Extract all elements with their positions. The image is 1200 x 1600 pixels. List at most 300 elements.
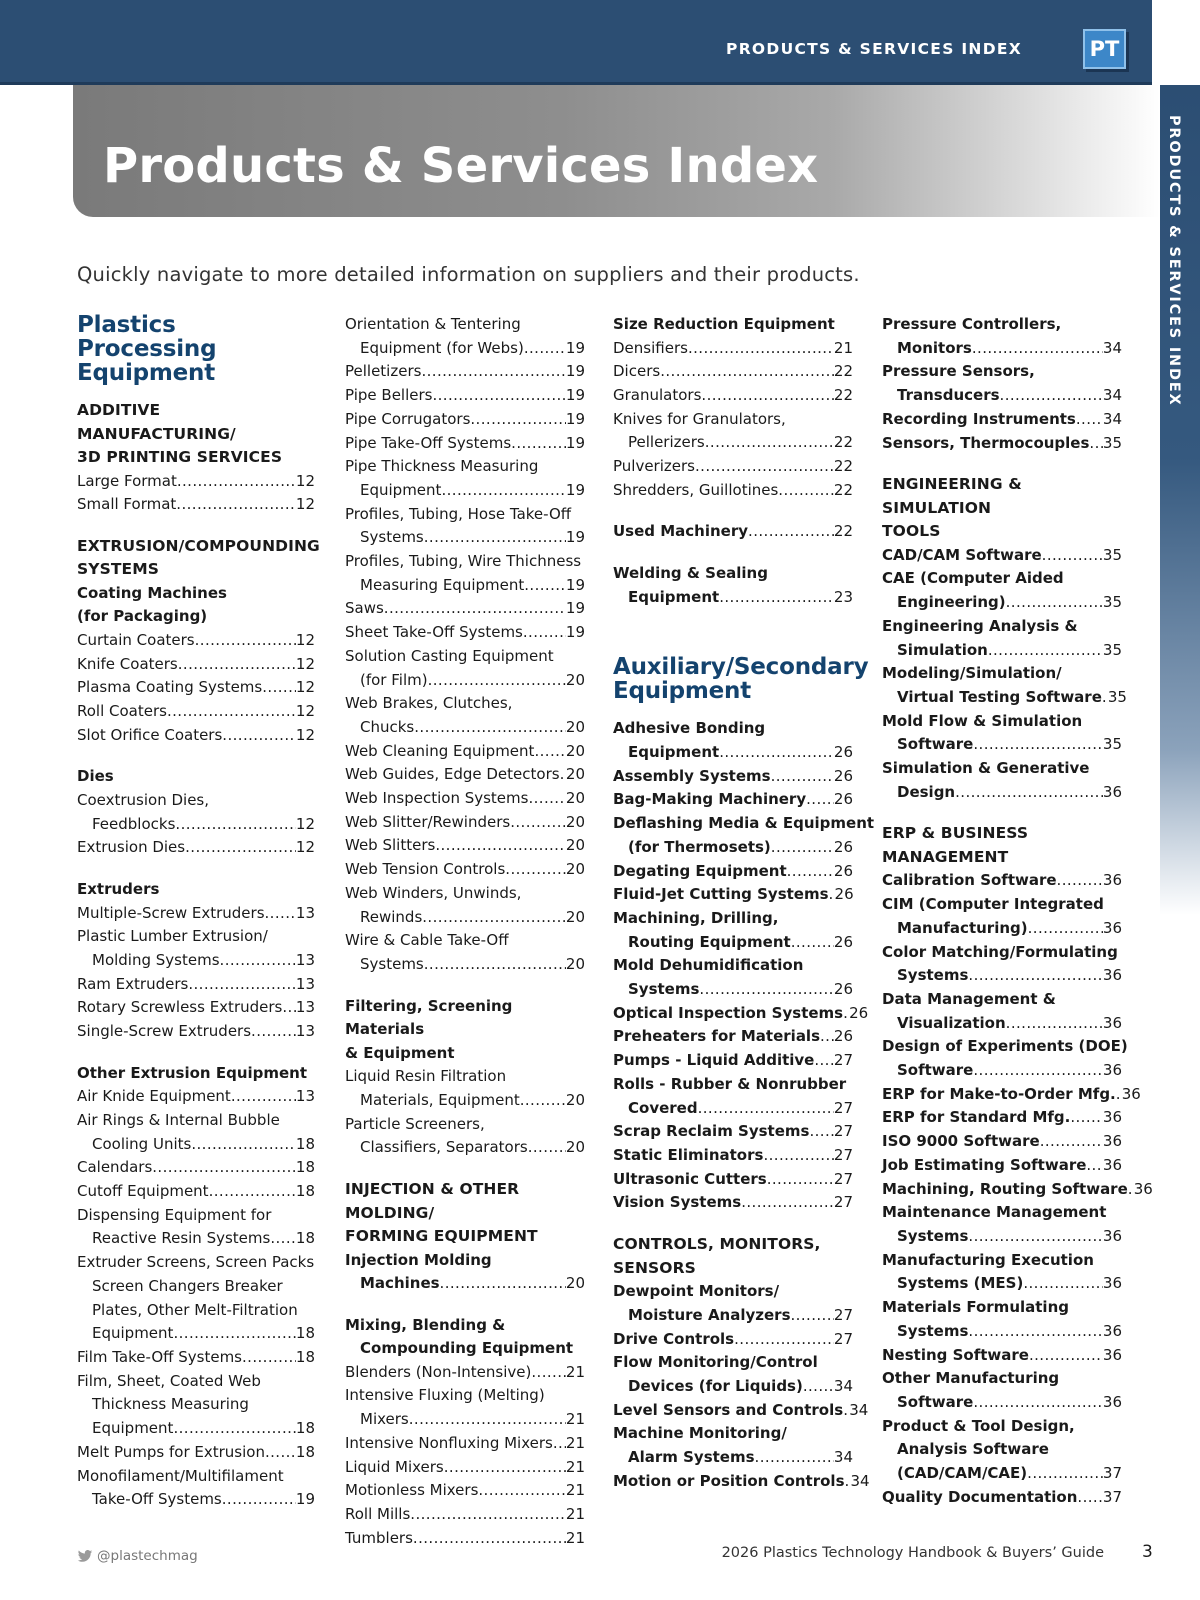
entry-label: Monitors — [897, 338, 972, 357]
index-entry[interactable] — [77, 676, 315, 700]
index-entry[interactable] — [613, 586, 853, 610]
index-entry[interactable] — [77, 1417, 315, 1441]
index-entry[interactable] — [345, 763, 585, 787]
entry-label: Quality Documentation — [882, 1487, 1078, 1506]
entry-page: 26 — [849, 1003, 869, 1022]
index-entry[interactable] — [345, 1432, 585, 1456]
index-entry[interactable] — [613, 883, 853, 907]
entry-label: Equipment — [92, 1324, 174, 1343]
index-entry[interactable] — [345, 811, 585, 835]
entry-label: Engineering) — [897, 593, 1006, 612]
heading-line: Compounding Equipment — [360, 1339, 574, 1358]
index-entry[interactable] — [345, 479, 585, 503]
subheading-injection-molding: Injection Molding — [345, 1250, 492, 1269]
entry-label: Recording Instruments — [882, 409, 1076, 428]
entry-label: Software — [897, 1061, 974, 1080]
index-entry[interactable] — [882, 1106, 1122, 1130]
index-column-3 — [613, 313, 875, 1493]
index-entry[interactable] — [77, 1346, 315, 1370]
entry-label: Air Knide Equipment — [77, 1087, 231, 1106]
index-entry[interactable] — [77, 836, 315, 860]
index-entry[interactable] — [77, 470, 315, 494]
index-entry[interactable] — [345, 621, 585, 645]
index-entry[interactable] — [882, 686, 1127, 710]
heading-line: ENGINEERING & SIMULATION — [882, 475, 1022, 517]
entry-line[interactable]: Web Brakes, Clutches, — [345, 694, 513, 713]
index-entry[interactable] — [882, 1272, 1122, 1296]
entry-line[interactable]: Manufacturing Execution — [882, 1250, 1094, 1269]
entry-line[interactable]: Thickness Measuring — [92, 1395, 249, 1414]
entry-label: Equipment — [628, 743, 720, 762]
entry-line[interactable]: Simulation & Generative — [882, 759, 1090, 778]
index-entry[interactable] — [77, 1488, 315, 1512]
entry-label: ERP for Make-to-Order Mfg. — [882, 1084, 1116, 1103]
entry-line[interactable]: Color Matching/Formulating — [882, 942, 1118, 961]
entry-label: Pipe Corrugators — [345, 409, 471, 428]
entry-label: Sensors, Thermocouples — [882, 433, 1090, 452]
index-entry[interactable] — [345, 669, 585, 693]
entry-line[interactable]: Adhesive Bonding — [613, 719, 766, 738]
entry-line[interactable]: Pipe Thickness Measuring — [345, 457, 539, 476]
entry-label: Shredders, Guillotines — [613, 480, 779, 499]
entry-label: CAD/CAM Software — [882, 545, 1042, 564]
entry-line[interactable]: Mold Flow & Simulation — [882, 711, 1083, 730]
entry-label: Systems — [360, 528, 424, 547]
entry-label: Calendars — [77, 1158, 153, 1177]
footer-social[interactable] — [77, 1548, 198, 1564]
entry-page: 37 — [1102, 1487, 1122, 1506]
entry-label: Systems — [360, 954, 424, 973]
subheading-other-extrusion: Other Extrusion Equipment — [77, 1063, 308, 1082]
entry-label: Web Slitter/Rewinders — [345, 812, 511, 831]
entry-line[interactable]: Screen Changers Breaker — [92, 1276, 283, 1295]
entry-page: 22 — [833, 457, 853, 476]
index-entry[interactable] — [345, 1089, 585, 1113]
index-entry[interactable] — [77, 700, 315, 724]
entry-page: 20 — [565, 812, 585, 831]
entry-line[interactable]: Web Winders, Unwinds, — [345, 883, 522, 902]
entry-page: 12 — [295, 630, 315, 649]
entry-label: (for Film) — [360, 670, 428, 689]
title-banner — [73, 85, 1160, 217]
entry-line[interactable]: Materials Formulating — [882, 1298, 1069, 1317]
intro-text: Quickly navigate to more detailed information on suppliers and their products. — [77, 263, 860, 286]
entry-page: 21 — [565, 1481, 585, 1500]
index-entry[interactable] — [613, 788, 853, 812]
entry-line[interactable]: Liquid Resin Filtration — [345, 1067, 507, 1086]
entry-line[interactable]: Engineering Analysis & — [882, 616, 1078, 635]
heading-extrusion — [77, 535, 320, 582]
index-entry[interactable] — [345, 1408, 585, 1432]
heading-line: 3D PRINTING SERVICES — [77, 448, 283, 466]
index-entry[interactable] — [613, 431, 853, 455]
index-entry[interactable] — [613, 1304, 853, 1328]
index-entry[interactable] — [882, 544, 1122, 568]
entry-line[interactable]: Rolls - Rubber & Nonrubber — [613, 1074, 847, 1093]
entry-page: 18 — [295, 1229, 315, 1248]
entry-label: Assembly Systems — [613, 766, 771, 785]
entry-page: 34 — [833, 1448, 853, 1467]
subheading-filtering — [345, 995, 585, 1066]
index-entry[interactable] — [613, 1025, 853, 1049]
index-entry[interactable] — [77, 1133, 315, 1157]
entry-page: 13 — [295, 950, 315, 969]
entry-page: 27 — [833, 1145, 853, 1164]
index-entry[interactable] — [345, 787, 585, 811]
entry-line[interactable]: Knives for Granulators, — [613, 409, 786, 428]
index-entry[interactable] — [882, 408, 1122, 432]
subheading-coating — [77, 582, 315, 629]
index-entry[interactable] — [77, 813, 315, 837]
entry-label: Pipe Take-Off Systems — [345, 433, 512, 452]
page-number: 3 — [1142, 1542, 1153, 1562]
entry-line[interactable]: Monofilament/Multifilament — [77, 1466, 284, 1485]
entry-label: (for Thermosets) — [628, 837, 771, 856]
entry-label: Systems — [897, 966, 969, 985]
index-entry[interactable] — [613, 337, 853, 361]
index-entry[interactable] — [345, 716, 585, 740]
entry-label: ERP for Standard Mfg. — [882, 1108, 1071, 1127]
index-entry[interactable] — [613, 836, 853, 860]
index-entry[interactable] — [613, 1399, 869, 1423]
entry-line[interactable]: CAE (Computer Aided — [882, 569, 1064, 588]
index-entry[interactable] — [882, 869, 1122, 893]
entry-label: Preheaters for Materials — [613, 1027, 821, 1046]
index-entry[interactable] — [613, 1002, 869, 1026]
entry-page: 35 — [1107, 687, 1127, 706]
index-entry[interactable] — [613, 1144, 853, 1168]
entry-line[interactable]: Air Rings & Internal Bubble — [77, 1110, 280, 1129]
index-entry[interactable] — [613, 931, 853, 955]
index-entry[interactable] — [345, 574, 585, 598]
pt-logo[interactable]: PT — [1083, 29, 1126, 69]
index-entry[interactable] — [613, 1470, 870, 1494]
entry-page: 26 — [833, 861, 853, 880]
entry-label: Static Eliminators — [613, 1145, 764, 1164]
index-entry[interactable] — [882, 1344, 1122, 1368]
entry-label: Drive Controls — [613, 1329, 735, 1348]
index-entry[interactable] — [77, 1441, 315, 1465]
subheading-dies: Dies — [77, 767, 114, 786]
index-entry[interactable] — [345, 1456, 585, 1480]
index-entry[interactable] — [345, 1503, 585, 1527]
entry-label: Web Guides, Edge Detectors — [345, 765, 560, 784]
entry-page: 13 — [295, 1087, 315, 1106]
index-entry[interactable] — [77, 1020, 315, 1044]
entry-line[interactable]: Wire & Cable Take-Off — [345, 931, 509, 950]
index-entry[interactable] — [77, 724, 315, 748]
entry-page: 12 — [295, 495, 315, 514]
entry-line[interactable]: Solution Casting Equipment — [345, 646, 554, 665]
index-entry[interactable] — [882, 1462, 1122, 1486]
entry-page: 12 — [295, 838, 315, 857]
entry-line[interactable]: Extruder Screens, Screen Packs — [77, 1253, 315, 1272]
entry-label: Classifiers, Separators — [360, 1138, 528, 1157]
entry-page: 19 — [295, 1490, 315, 1509]
entry-page: 26 — [833, 932, 853, 951]
entry-label: Sheet Take-Off Systems — [345, 623, 523, 642]
section-title-processing: Plastics Processing Equipment — [77, 312, 217, 386]
entry-line[interactable]: Maintenance Management — [882, 1203, 1107, 1222]
index-entry[interactable] — [613, 1168, 853, 1192]
heading-line: EXTRUSION/COMPOUNDING — [77, 536, 320, 555]
entry-label: Alarm Systems — [628, 1448, 755, 1467]
entry-label: ISO 9000 Software — [882, 1132, 1040, 1151]
index-entry[interactable] — [613, 1375, 853, 1399]
index-entry[interactable] — [882, 1320, 1122, 1344]
index-entry[interactable] — [345, 384, 585, 408]
entry-line[interactable]: Pressure Sensors, — [882, 362, 1035, 381]
index-entry[interactable] — [882, 1059, 1122, 1083]
entry-page: 21 — [565, 1457, 585, 1476]
index-entry[interactable] — [77, 973, 315, 997]
entry-page: 27 — [833, 1305, 853, 1324]
index-entry[interactable] — [77, 1085, 315, 1109]
index-entry[interactable] — [345, 1272, 585, 1296]
entry-page: 21 — [565, 1433, 585, 1452]
entry-page: 19 — [565, 386, 585, 405]
entry-line[interactable]: Flow Monitoring/Control — [613, 1353, 818, 1372]
entry-label: Design — [897, 782, 956, 801]
entry-line[interactable]: Particle Screeners, — [345, 1114, 485, 1133]
entry-line[interactable]: Intensive Fluxing (Melting) — [345, 1386, 545, 1405]
heading-line: Coating Machines — [77, 583, 227, 602]
section-title-auxiliary — [613, 654, 869, 705]
entry-label: Roll Coaters — [77, 702, 167, 721]
entry-label: Chucks — [360, 717, 415, 736]
entry-line[interactable]: Modeling/Simulation/ — [882, 664, 1062, 683]
index-entry[interactable] — [345, 740, 585, 764]
entry-line[interactable]: Deflashing Media & Equipment — [613, 814, 875, 833]
entry-page: 13 — [295, 903, 315, 922]
entry-label: Motionless Mixers — [345, 1481, 479, 1500]
entry-label: Equipment (for Webs) — [360, 338, 524, 357]
index-entry[interactable] — [613, 384, 853, 408]
index-entry[interactable] — [882, 733, 1122, 757]
index-entry[interactable] — [882, 917, 1122, 941]
entry-line[interactable]: Dispensing Equipment for — [77, 1205, 272, 1224]
index-entry[interactable] — [882, 1083, 1141, 1107]
index-entry[interactable] — [613, 1446, 853, 1470]
heading-line: Auxiliary/Secondary — [613, 654, 869, 681]
entry-line[interactable]: Profiles, Tubing, Hose Take-Off — [345, 504, 572, 523]
index-entry[interactable] — [882, 639, 1122, 663]
entry-page: 36 — [1102, 1345, 1122, 1364]
index-entry[interactable] — [345, 1479, 585, 1503]
index-entry[interactable] — [613, 1097, 853, 1121]
index-entry[interactable] — [345, 1527, 585, 1551]
entry-page: 20 — [565, 860, 585, 879]
index-entry[interactable] — [882, 591, 1122, 615]
entry-line[interactable]: Other Manufacturing — [882, 1369, 1060, 1388]
entry-label: Pellerizers — [628, 433, 705, 452]
entry-label: Take-Off Systems — [92, 1490, 222, 1509]
entry-page: 26 — [833, 980, 853, 999]
entry-page: 21 — [565, 1410, 585, 1429]
entry-line[interactable]: Product & Tool Design, — [882, 1416, 1075, 1435]
entry-page: 34 — [1102, 409, 1122, 428]
index-entry[interactable] — [345, 1361, 585, 1385]
entry-label: Intensive Nonfluxing Mixers — [345, 1433, 553, 1452]
index-entry[interactable] — [345, 526, 585, 550]
entry-page: 18 — [295, 1442, 315, 1461]
entry-page: 19 — [565, 409, 585, 428]
index-entry[interactable] — [882, 1012, 1122, 1036]
entry-label: Transducers — [897, 386, 1000, 405]
entry-page: 35 — [1102, 735, 1122, 754]
index-entry[interactable] — [77, 996, 315, 1020]
entry-label: Melt Pumps for Extrusion — [77, 1442, 265, 1461]
entry-page: 27 — [833, 1193, 853, 1212]
page-title: Products & Services Index — [103, 138, 819, 194]
index-entry[interactable] — [613, 479, 853, 503]
index-entry[interactable] — [882, 964, 1122, 988]
index-entry[interactable] — [613, 1328, 853, 1352]
index-entry[interactable] — [882, 1391, 1122, 1415]
heading-line: SYSTEMS — [77, 560, 159, 579]
entry-page: 36 — [1102, 871, 1122, 890]
heading-line: Mixing, Blending & — [345, 1315, 506, 1334]
index-entry[interactable] — [77, 1227, 315, 1251]
entry-line[interactable]: Dewpoint Monitors/ — [613, 1282, 780, 1301]
entry-page: 37 — [1102, 1464, 1122, 1483]
index-entry[interactable] — [882, 781, 1122, 805]
index-entry[interactable] — [77, 653, 315, 677]
index-entry[interactable] — [613, 520, 853, 544]
entry-line[interactable]: Profiles, Tubing, Wire Thichness — [345, 552, 582, 571]
index-entry[interactable] — [613, 1191, 853, 1215]
entry-page: 36 — [1102, 782, 1122, 801]
index-entry[interactable] — [613, 1049, 853, 1073]
entry-line[interactable]: Data Management & — [882, 989, 1056, 1008]
entry-line[interactable]: Plates, Other Melt-Filtration — [92, 1300, 298, 1319]
entry-label: Liquid Mixers — [345, 1457, 444, 1476]
index-entry[interactable] — [345, 597, 585, 621]
entry-label: Nesting Software — [882, 1345, 1029, 1364]
index-entry[interactable] — [345, 360, 585, 384]
index-entry[interactable] — [77, 902, 315, 926]
index-entry[interactable] — [345, 906, 585, 930]
entry-label: Ram Extruders — [77, 974, 189, 993]
index-entry[interactable] — [345, 858, 585, 882]
entry-line[interactable]: Design of Experiments (DOE) — [882, 1037, 1128, 1056]
index-entry[interactable] — [77, 1156, 315, 1180]
entry-label: Rewinds — [360, 907, 423, 926]
index-entry[interactable] — [77, 1180, 315, 1204]
index-entry[interactable] — [77, 629, 315, 653]
entry-page: 34 — [1102, 386, 1122, 405]
entry-line[interactable]: Machining, Drilling, — [613, 908, 779, 927]
entry-line[interactable]: Analysis Software — [897, 1440, 1049, 1459]
index-entry[interactable] — [345, 408, 585, 432]
entry-page: 12 — [295, 471, 315, 490]
entry-label: Dicers — [613, 362, 661, 381]
entry-page: 23 — [833, 587, 853, 606]
index-entry[interactable] — [882, 1154, 1122, 1178]
index-entry[interactable] — [882, 384, 1122, 408]
heading-controls — [613, 1233, 853, 1280]
heading-erp — [882, 822, 1122, 869]
entry-page: 36 — [1102, 1392, 1122, 1411]
entry-label: Optical Inspection Systems — [613, 1003, 844, 1022]
entry-label: Curtain Coaters — [77, 630, 195, 649]
index-entry[interactable] — [345, 337, 585, 361]
entry-line[interactable]: Plastic Lumber Extrusion/ — [77, 927, 268, 946]
entry-label: Roll Mills — [345, 1504, 411, 1523]
index-entry[interactable] — [882, 432, 1122, 456]
entry-line[interactable]: Mold Dehumidification — [613, 956, 804, 975]
entry-line[interactable]: Coextrusion Dies, — [77, 790, 210, 809]
entry-page: 22 — [833, 522, 853, 541]
entry-label: Molding Systems — [92, 950, 220, 969]
index-entry[interactable] — [77, 493, 315, 517]
index-entry[interactable] — [882, 337, 1122, 361]
entry-page: 19 — [565, 528, 585, 547]
entry-page: 13 — [295, 998, 315, 1017]
index-entry[interactable] — [345, 1136, 585, 1160]
index-entry[interactable] — [345, 953, 585, 977]
heading-line: CONTROLS, MONITORS, — [613, 1235, 821, 1254]
entry-label: Measuring Equipment — [360, 575, 525, 594]
index-entry[interactable] — [882, 1130, 1122, 1154]
entry-label: Degating Equipment — [613, 861, 787, 880]
heading-line: (for Packaging) — [77, 607, 208, 626]
entry-label: Single-Screw Extruders — [77, 1022, 252, 1041]
entry-label: Web Slitters — [345, 836, 436, 855]
entry-label: Virtual Testing Software — [897, 687, 1102, 706]
entry-label: Level Sensors and Controls — [613, 1400, 844, 1419]
entry-page: 34 — [849, 1400, 869, 1419]
index-entry[interactable] — [882, 1486, 1122, 1510]
entry-line[interactable]: Film, Sheet, Coated Web — [77, 1371, 261, 1390]
index-entry[interactable] — [345, 432, 585, 456]
entry-label: Systems — [897, 1227, 969, 1245]
entry-label: (CAD/CAM/CAE) — [897, 1464, 1028, 1483]
index-entry[interactable] — [613, 1120, 853, 1144]
index-entry[interactable] — [882, 1225, 1122, 1249]
entry-label: Web Cleaning Equipment — [345, 741, 535, 760]
entry-label: Job Estimating Software — [882, 1155, 1087, 1174]
index-entry[interactable] — [882, 1178, 1153, 1202]
entry-page: 36 — [1102, 1155, 1122, 1174]
index-column-2 — [345, 313, 585, 1550]
index-entry[interactable] — [345, 834, 585, 858]
entry-line[interactable]: Orientation & Tentering — [345, 315, 521, 333]
entry-label: Pelletizers — [345, 362, 422, 381]
entry-line[interactable]: CIM (Computer Integrated — [882, 895, 1104, 914]
index-entry[interactable] — [613, 978, 853, 1002]
entry-page: 26 — [833, 790, 853, 809]
index-entry[interactable] — [77, 949, 315, 973]
index-entry[interactable] — [613, 360, 853, 384]
entry-line[interactable]: Machine Monitoring/ — [613, 1424, 787, 1443]
index-entry[interactable] — [613, 455, 853, 479]
index-entry[interactable] — [77, 1322, 315, 1346]
entry-page: 21 — [565, 1528, 585, 1547]
entry-label: Calibration Software — [882, 871, 1057, 890]
index-entry[interactable] — [613, 765, 853, 789]
entry-page: 36 — [1102, 1227, 1122, 1245]
index-entry[interactable] — [613, 741, 853, 765]
subheading-size-reduction: Size Reduction Equipment — [613, 315, 835, 333]
entry-page: 35 — [1102, 545, 1122, 564]
entry-label: Moisture Analyzers — [628, 1305, 791, 1324]
entry-line[interactable]: Pressure Controllers, — [882, 315, 1062, 333]
entry-label: Bag-Making Machinery — [613, 790, 807, 809]
index-entry[interactable] — [613, 860, 853, 884]
heading-line: MANAGEMENT — [882, 847, 1009, 866]
entry-label: Plasma Coating Systems — [77, 678, 263, 697]
